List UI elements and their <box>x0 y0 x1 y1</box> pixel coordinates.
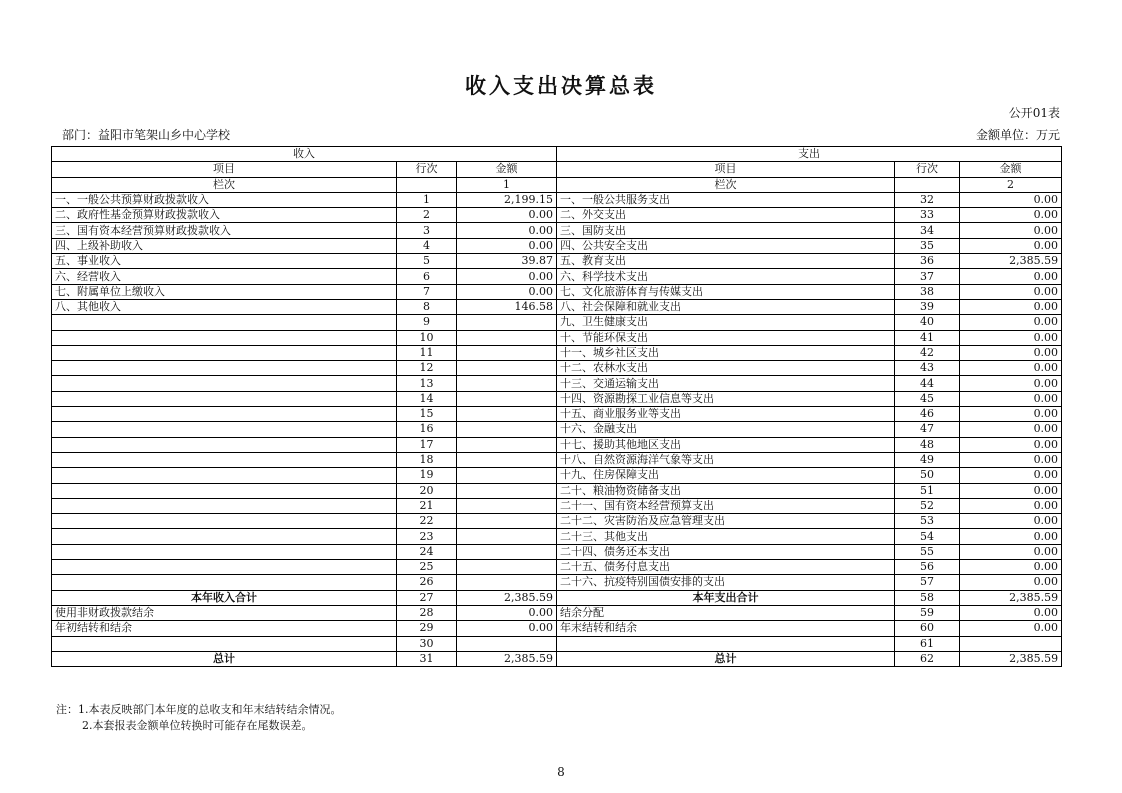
expense-item-header: 项目 <box>557 162 895 177</box>
expense-amount: 0.00 <box>960 345 1062 360</box>
income-amount <box>457 315 557 330</box>
expense-line-no: 50 <box>895 468 960 483</box>
expense-line-no: 36 <box>895 254 960 269</box>
income-section-header: 收入 <box>52 147 557 162</box>
income-item: 年初结转和结余 <box>52 621 397 636</box>
expense-column-label: 栏次 <box>557 177 895 192</box>
expense-amount: 0.00 <box>960 407 1062 422</box>
expense-item: 十五、商业服务业等支出 <box>557 407 895 422</box>
income-line-no: 5 <box>397 254 457 269</box>
expense-amount: 0.00 <box>960 223 1062 238</box>
expense-item: 本年支出合计 <box>557 590 895 605</box>
income-line-no: 8 <box>397 299 457 314</box>
income-item: 总计 <box>52 651 397 666</box>
expense-line-no: 60 <box>895 621 960 636</box>
income-amount-header: 金额 <box>457 162 557 177</box>
income-item <box>52 483 397 498</box>
income-amount <box>457 468 557 483</box>
expense-line-no: 44 <box>895 376 960 391</box>
income-item: 七、附属单位上缴收入 <box>52 284 397 299</box>
table-row <box>52 208 1062 223</box>
table-row <box>52 330 1062 345</box>
income-amount <box>457 437 557 452</box>
expense-item: 十一、城乡社区支出 <box>557 345 895 360</box>
expense-line-no: 58 <box>895 590 960 605</box>
income-item <box>52 575 397 590</box>
expense-amount: 0.00 <box>960 330 1062 345</box>
income-line-no: 22 <box>397 514 457 529</box>
income-amount <box>457 529 557 544</box>
table-row <box>52 621 1062 636</box>
expense-amount: 0.00 <box>960 422 1062 437</box>
expense-amount: 0.00 <box>960 284 1062 299</box>
table-row <box>52 422 1062 437</box>
income-line-no: 18 <box>397 452 457 467</box>
expense-item: 十、节能环保支出 <box>557 330 895 345</box>
expense-line-no: 32 <box>895 192 960 207</box>
expense-item: 一、一般公共服务支出 <box>557 192 895 207</box>
income-amount <box>457 575 557 590</box>
income-amount: 0.00 <box>457 621 557 636</box>
expense-amount: 0.00 <box>960 621 1062 636</box>
income-line-no: 19 <box>397 468 457 483</box>
table-row <box>52 238 1062 253</box>
table-row <box>52 391 1062 406</box>
expense-amount: 0.00 <box>960 315 1062 330</box>
footnote-2: 2.本套报表金额单位转换时可能存在尾数误差。 <box>82 719 313 732</box>
income-amount <box>457 361 557 376</box>
expense-column-number: 2 <box>960 177 1062 192</box>
expense-item: 十四、资源勘探工业信息等支出 <box>557 391 895 406</box>
income-line-no: 30 <box>397 636 457 651</box>
income-amount <box>457 636 557 651</box>
income-item <box>52 514 397 529</box>
table-row <box>52 636 1062 651</box>
table-row <box>52 575 1062 590</box>
income-line-no: 11 <box>397 345 457 360</box>
expense-line-no: 51 <box>895 483 960 498</box>
expense-line-no: 41 <box>895 330 960 345</box>
income-amount: 2,385.59 <box>457 651 557 666</box>
expense-item: 二十一、国有资本经营预算支出 <box>557 498 895 513</box>
income-expense-table <box>51 146 1062 667</box>
expense-item: 二、外交支出 <box>557 208 895 223</box>
department-label: 部门：益阳市笔架山乡中心学校 <box>62 128 231 142</box>
income-line-no: 25 <box>397 560 457 575</box>
income-line-no: 14 <box>397 391 457 406</box>
income-amount: 0.00 <box>457 284 557 299</box>
income-amount <box>457 345 557 360</box>
expense-amount: 0.00 <box>960 514 1062 529</box>
income-amount <box>457 330 557 345</box>
expense-amount: 0.00 <box>960 238 1062 253</box>
income-amount <box>457 452 557 467</box>
income-item <box>52 560 397 575</box>
expense-line-no: 57 <box>895 575 960 590</box>
income-line-no: 9 <box>397 315 457 330</box>
table-row <box>52 452 1062 467</box>
income-amount <box>457 498 557 513</box>
footnote-1: 注：1.本表反映部门本年度的总收支和年末结转结余情况。 <box>56 703 342 716</box>
income-item <box>52 391 397 406</box>
income-amount <box>457 407 557 422</box>
income-item: 四、上级补助收入 <box>52 238 397 253</box>
expense-amount: 0.00 <box>960 361 1062 376</box>
table-row <box>52 407 1062 422</box>
income-item <box>52 636 397 651</box>
income-item <box>52 529 397 544</box>
expense-line-no: 39 <box>895 299 960 314</box>
income-line-no: 2 <box>397 208 457 223</box>
table-row <box>52 192 1062 207</box>
income-line-header: 行次 <box>397 162 457 177</box>
income-amount <box>457 544 557 559</box>
table-row <box>52 284 1062 299</box>
table-row <box>52 437 1062 452</box>
table-row <box>52 468 1062 483</box>
table-row <box>52 529 1062 544</box>
income-item <box>52 452 397 467</box>
column-header-row <box>52 162 1062 177</box>
expense-item: 五、教育支出 <box>557 254 895 269</box>
income-amount <box>457 391 557 406</box>
income-item: 一、一般公共预算财政拨款收入 <box>52 192 397 207</box>
income-column-blank <box>397 177 457 192</box>
expense-item: 二十二、灾害防治及应急管理支出 <box>557 514 895 529</box>
income-line-no: 7 <box>397 284 457 299</box>
income-line-no: 13 <box>397 376 457 391</box>
expense-amount: 0.00 <box>960 391 1062 406</box>
income-line-no: 27 <box>397 590 457 605</box>
income-column-number: 1 <box>457 177 557 192</box>
expense-amount: 2,385.59 <box>960 254 1062 269</box>
income-item <box>52 407 397 422</box>
expense-item: 十六、金融支出 <box>557 422 895 437</box>
expense-line-no: 62 <box>895 651 960 666</box>
expense-line-no: 46 <box>895 407 960 422</box>
income-item: 二、政府性基金预算财政拨款收入 <box>52 208 397 223</box>
expense-amount: 0.00 <box>960 299 1062 314</box>
income-amount: 146.58 <box>457 299 557 314</box>
income-amount <box>457 483 557 498</box>
income-line-no: 17 <box>397 437 457 452</box>
income-item <box>52 376 397 391</box>
column-number-row <box>52 177 1062 192</box>
expense-section-header: 支出 <box>557 147 1062 162</box>
expense-line-no: 48 <box>895 437 960 452</box>
expense-item: 二十三、其他支出 <box>557 529 895 544</box>
expense-item: 总计 <box>557 651 895 666</box>
expense-amount: 0.00 <box>960 605 1062 620</box>
expense-item: 结余分配 <box>557 605 895 620</box>
income-item <box>52 544 397 559</box>
income-item <box>52 498 397 513</box>
annual-total-row <box>52 590 1062 605</box>
income-line-no: 24 <box>397 544 457 559</box>
income-item <box>52 315 397 330</box>
expense-amount: 0.00 <box>960 498 1062 513</box>
expense-item: 二十六、抗疫特别国债安排的支出 <box>557 575 895 590</box>
income-line-no: 26 <box>397 575 457 590</box>
expense-amount: 0.00 <box>960 483 1062 498</box>
expense-amount: 0.00 <box>960 437 1062 452</box>
expense-line-no: 34 <box>895 223 960 238</box>
form-number: 公开01表 <box>1008 106 1060 120</box>
expense-item: 七、文化旅游体育与传媒支出 <box>557 284 895 299</box>
income-line-no: 31 <box>397 651 457 666</box>
table-row <box>52 376 1062 391</box>
income-line-no: 1 <box>397 192 457 207</box>
table-row <box>52 544 1062 559</box>
income-item <box>52 422 397 437</box>
income-amount <box>457 376 557 391</box>
expense-amount: 0.00 <box>960 376 1062 391</box>
expense-item: 十八、自然资源海洋气象等支出 <box>557 452 895 467</box>
table-row <box>52 345 1062 360</box>
section-header-row <box>52 147 1062 162</box>
grand-total-row <box>52 651 1062 666</box>
income-item: 六、经营收入 <box>52 269 397 284</box>
amount-unit-label: 金额单位：万元 <box>975 128 1060 142</box>
income-line-no: 23 <box>397 529 457 544</box>
table-row <box>52 498 1062 513</box>
expense-item <box>557 636 895 651</box>
income-line-no: 15 <box>397 407 457 422</box>
expense-item: 二十五、债务付息支出 <box>557 560 895 575</box>
table-row <box>52 315 1062 330</box>
income-item: 三、国有资本经营预算财政拨款收入 <box>52 223 397 238</box>
income-column-label: 栏次 <box>52 177 397 192</box>
income-item <box>52 330 397 345</box>
table-row <box>52 223 1062 238</box>
table-row <box>52 254 1062 269</box>
expense-amount: 2,385.59 <box>960 651 1062 666</box>
income-line-no: 10 <box>397 330 457 345</box>
page-title: 收入支出决算总表 <box>465 74 657 98</box>
income-item: 使用非财政拨款结余 <box>52 605 397 620</box>
expense-line-no: 61 <box>895 636 960 651</box>
income-line-no: 6 <box>397 269 457 284</box>
expense-amount: 0.00 <box>960 575 1062 590</box>
income-amount: 2,385.59 <box>457 590 557 605</box>
expense-amount: 0.00 <box>960 560 1062 575</box>
table-row <box>52 269 1062 284</box>
expense-line-no: 54 <box>895 529 960 544</box>
expense-line-no: 40 <box>895 315 960 330</box>
expense-item: 六、科学技术支出 <box>557 269 895 284</box>
expense-item: 九、卫生健康支出 <box>557 315 895 330</box>
income-amount: 0.00 <box>457 269 557 284</box>
expense-line-no: 49 <box>895 452 960 467</box>
income-line-no: 16 <box>397 422 457 437</box>
table-row <box>52 605 1062 620</box>
expense-line-no: 42 <box>895 345 960 360</box>
expense-line-header: 行次 <box>895 162 960 177</box>
income-line-no: 12 <box>397 361 457 376</box>
expense-line-no: 37 <box>895 269 960 284</box>
expense-amount-header: 金额 <box>960 162 1062 177</box>
income-amount: 0.00 <box>457 223 557 238</box>
expense-column-blank <box>895 177 960 192</box>
income-line-no: 3 <box>397 223 457 238</box>
expense-item: 二十四、债务还本支出 <box>557 544 895 559</box>
table-row <box>52 361 1062 376</box>
income-line-no: 21 <box>397 498 457 513</box>
page-number: 8 <box>557 765 565 779</box>
expense-item: 十二、农林水支出 <box>557 361 895 376</box>
expense-line-no: 33 <box>895 208 960 223</box>
table-row <box>52 299 1062 314</box>
expense-amount: 0.00 <box>960 208 1062 223</box>
table-row <box>52 560 1062 575</box>
income-amount: 0.00 <box>457 605 557 620</box>
income-item <box>52 361 397 376</box>
income-line-no: 29 <box>397 621 457 636</box>
expense-line-no: 35 <box>895 238 960 253</box>
income-item <box>52 437 397 452</box>
income-amount: 0.00 <box>457 238 557 253</box>
income-amount: 39.87 <box>457 254 557 269</box>
expense-item: 年末结转和结余 <box>557 621 895 636</box>
income-item: 本年收入合计 <box>52 590 397 605</box>
expense-amount: 0.00 <box>960 529 1062 544</box>
expense-amount: 2,385.59 <box>960 590 1062 605</box>
expense-line-no: 53 <box>895 514 960 529</box>
income-amount: 0.00 <box>457 208 557 223</box>
income-amount: 2,199.15 <box>457 192 557 207</box>
income-amount <box>457 514 557 529</box>
expense-item: 十九、住房保障支出 <box>557 468 895 483</box>
income-item <box>52 345 397 360</box>
expense-amount: 0.00 <box>960 452 1062 467</box>
expense-item: 十三、交通运输支出 <box>557 376 895 391</box>
income-item-header: 项目 <box>52 162 397 177</box>
expense-line-no: 38 <box>895 284 960 299</box>
expense-item: 十七、援助其他地区支出 <box>557 437 895 452</box>
income-item: 八、其他收入 <box>52 299 397 314</box>
expense-item: 八、社会保障和就业支出 <box>557 299 895 314</box>
expense-line-no: 56 <box>895 560 960 575</box>
expense-line-no: 45 <box>895 391 960 406</box>
expense-amount: 0.00 <box>960 192 1062 207</box>
expense-amount: 0.00 <box>960 468 1062 483</box>
expense-item: 四、公共安全支出 <box>557 238 895 253</box>
income-line-no: 28 <box>397 605 457 620</box>
expense-line-no: 52 <box>895 498 960 513</box>
expense-line-no: 55 <box>895 544 960 559</box>
expense-amount <box>960 636 1062 651</box>
expense-amount: 0.00 <box>960 269 1062 284</box>
table-row <box>52 514 1062 529</box>
footnotes <box>56 702 342 734</box>
expense-line-no: 43 <box>895 361 960 376</box>
expense-line-no: 59 <box>895 605 960 620</box>
expense-line-no: 47 <box>895 422 960 437</box>
income-item <box>52 468 397 483</box>
expense-item: 二十、粮油物资储备支出 <box>557 483 895 498</box>
income-line-no: 4 <box>397 238 457 253</box>
expense-item: 三、国防支出 <box>557 223 895 238</box>
income-item: 五、事业收入 <box>52 254 397 269</box>
table-row <box>52 483 1062 498</box>
expense-amount: 0.00 <box>960 544 1062 559</box>
income-amount <box>457 560 557 575</box>
income-line-no: 20 <box>397 483 457 498</box>
income-amount <box>457 422 557 437</box>
